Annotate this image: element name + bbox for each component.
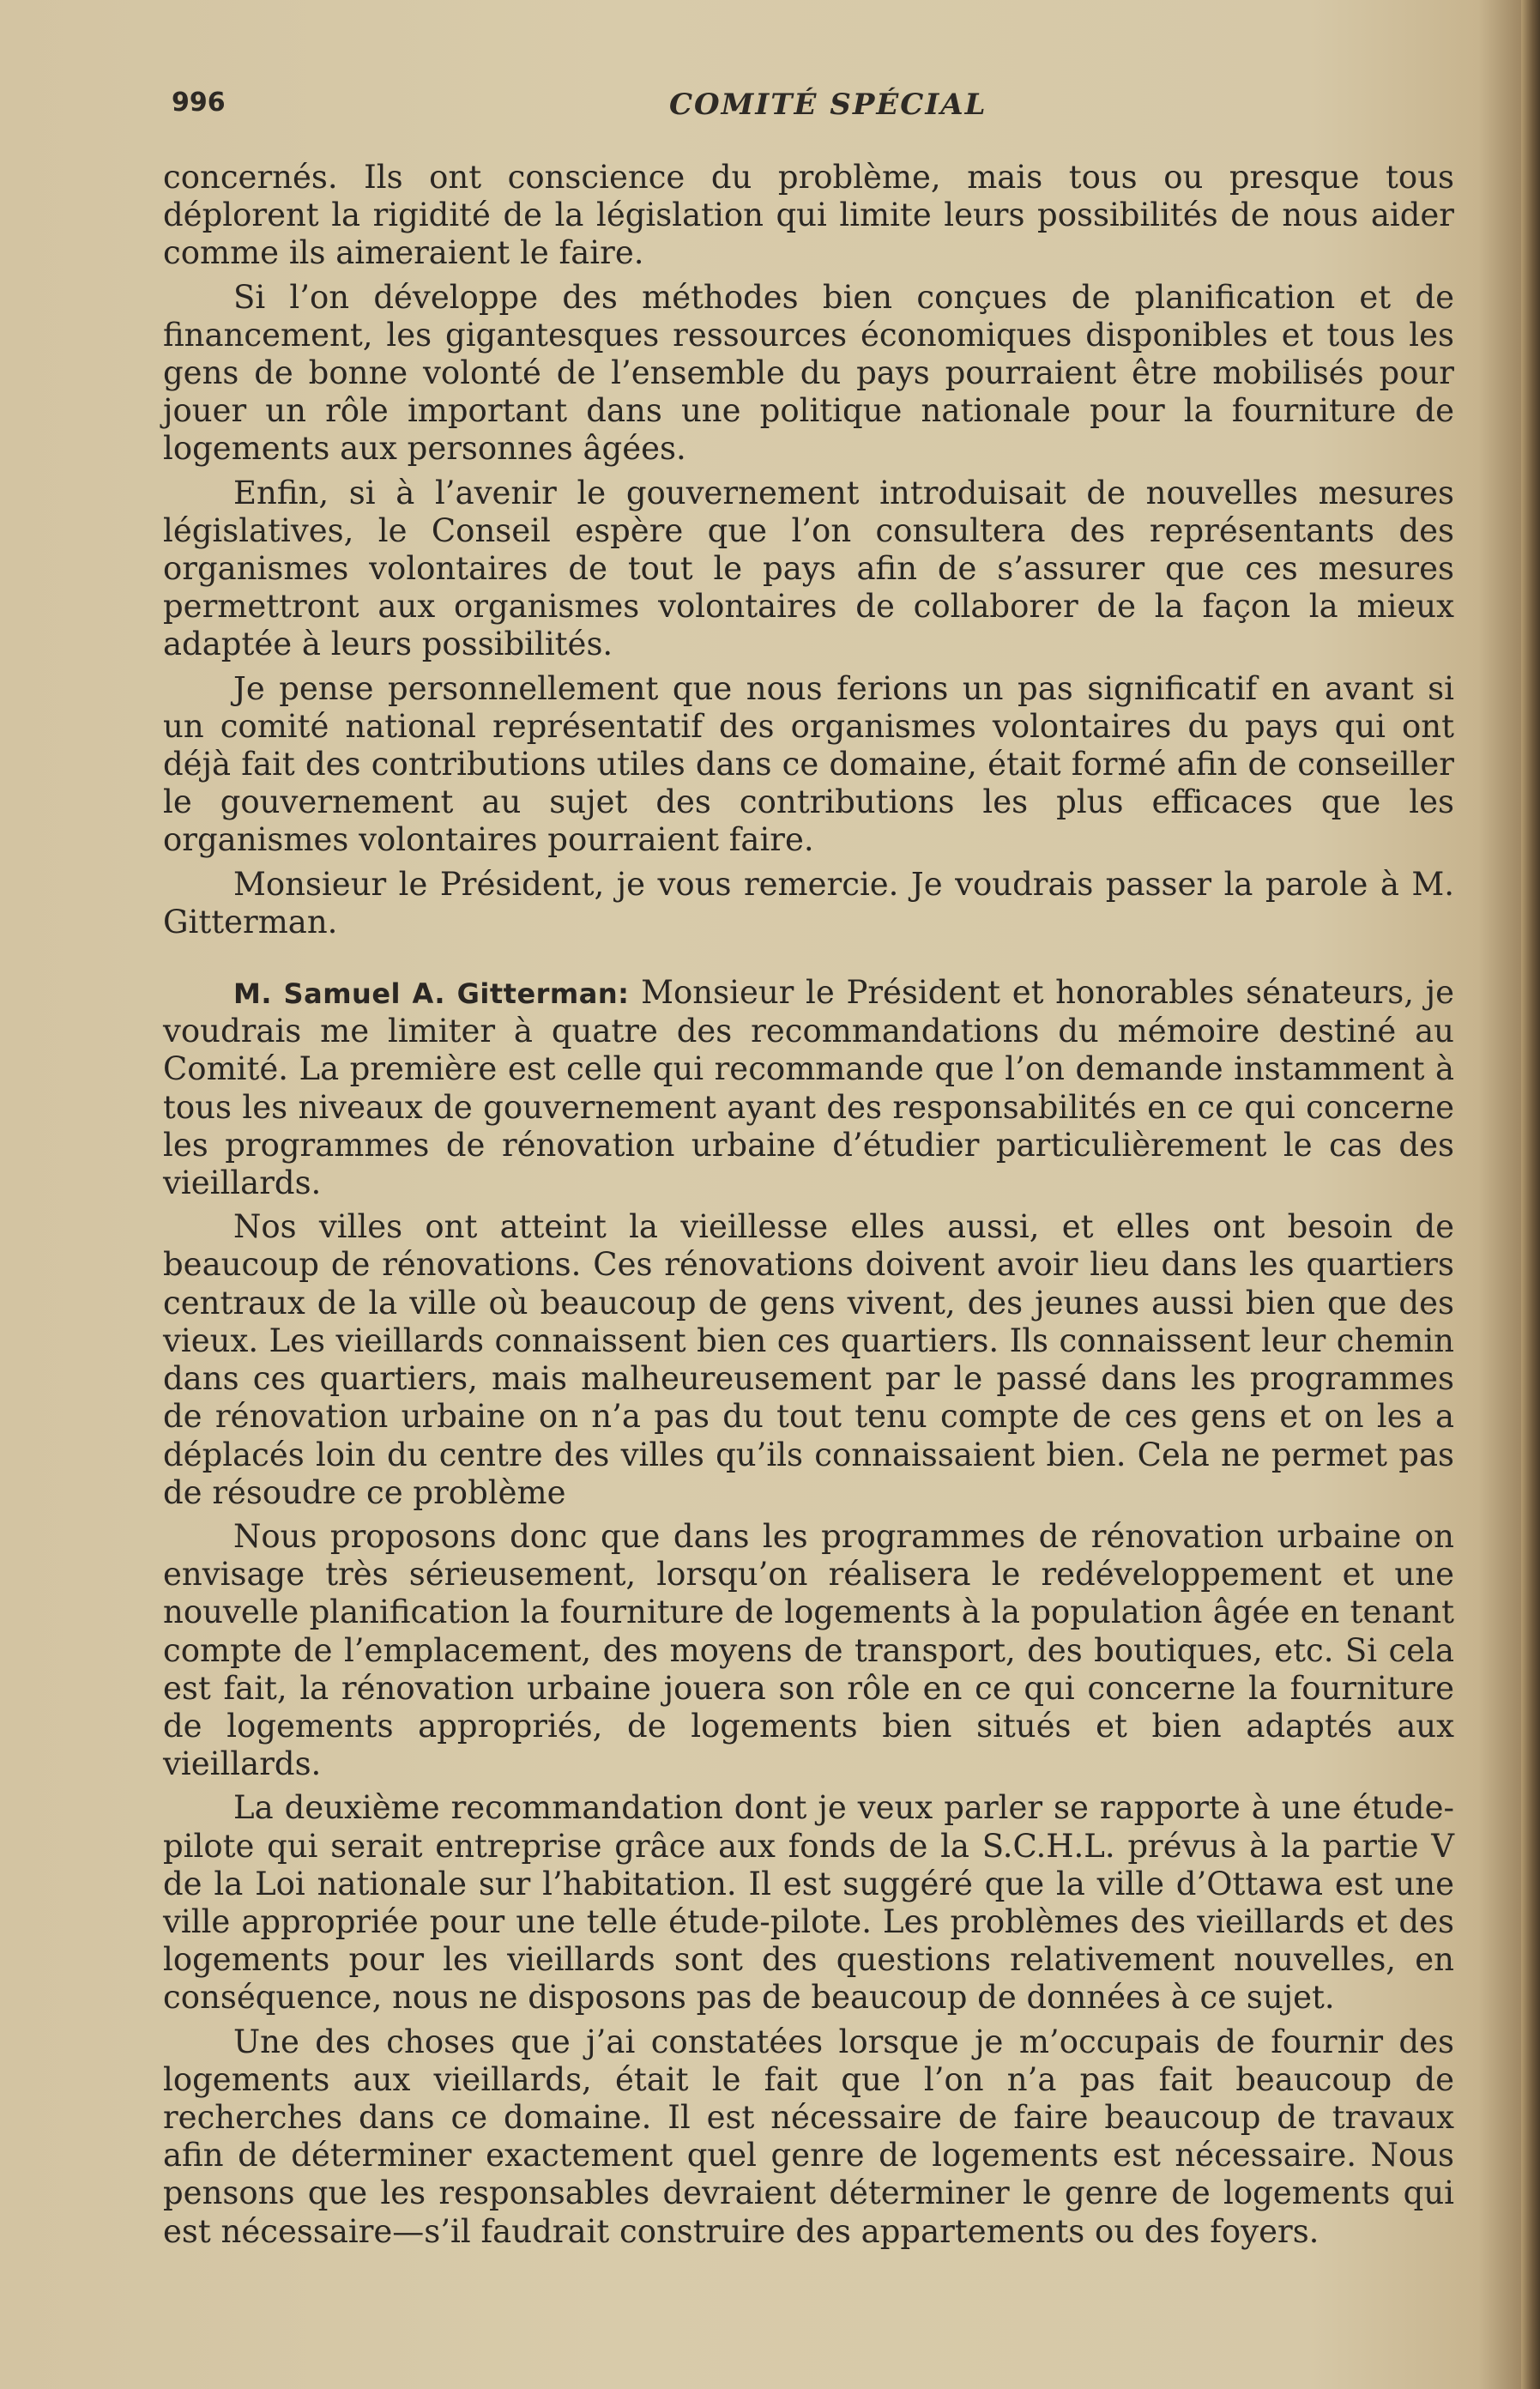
paragraph: Je pense personnellement que nous ferions un pas significatif en avant si un comité national représentatif des organismes volontaires du pays qui ont déjà fait des contributions utiles dans ce domaine, était formé afin de conseiller le gouvernement au sujet des contributions les plus efficaces que les organismes volontaires pourraient faire. [163, 669, 1454, 859]
page-header [172, 82, 1458, 134]
paragraph: Une des choses que j’ai constatées lorsque je m’occupais de fournir des logements aux vieillards, était le fait que l’on n’a pas fait beaucoup de recherches dans ce domaine. Il est nécessaire de faire beaucoup de travaux afin de déterminer exactement quel genre de logements est nécessaire. Nous pensons que les responsables devraient déterminer le genre de logements qui est nécessaire—s’il faudrait construire des appartements ou des foyers. [163, 2023, 1454, 2250]
body-text [163, 159, 1454, 2257]
paragraph: Nous proposons donc que dans les programmes de rénovation urbaine on envisage très sérieusement, lorsqu’on réalisera le redéveloppement et une nouvelle planification la fourniture de logements à la population âgée en tenant compte de l’emplacement, des moyens de transport, des boutiques, etc. Si cela est fait, la rénovation urbaine jouera son rôle en ce qui concerne la fourniture de logements appropriés, de logements bien situés et bien adaptés aux vieillards. [163, 1517, 1454, 1783]
page-edge-shadow [1521, 0, 1540, 2389]
paragraph: La deuxième recommandation dont je veux parler se rapporte à une étude-pilote qui serait entreprise grâce aux fonds de la S.C.H.L. prévus à la partie V de la Loi nationale sur l’habitation. Il est suggéré que la ville d’Ottawa est une ville appropriée pour une telle étude-pilote. Les problèmes des vieillards et des logements pour les vieillards sont des questions relativement nouvelles, en conséquence, nous ne disposons pas de beaucoup de données à ce sujet. [163, 1789, 1454, 2017]
paragraph: Monsieur le Président, je vous remercie. Je voudrais passer la parole à M. Gitterman. [163, 865, 1454, 940]
speech-paragraph [163, 974, 1454, 1202]
paragraph: concernés. Ils ont conscience du problème, mais tous ou presque tous déplorent la rigidité de la législation qui limite leurs possibilités de nous aider comme ils aimeraient le faire. [163, 159, 1454, 272]
page-number: 996 [172, 88, 226, 118]
paragraph: Si l’on développe des méthodes bien conçues de planification et de financement, les gigantesques ressources économiques disponibles et tous les gens de bonne volonté de l’ensemble du pays pourraient être mobilisés pour jouer un rôle important dans une politique nationale pour la fourniture de logements aux personnes âgées. [163, 278, 1454, 468]
paragraph: Nos villes ont atteint la vieillesse elles aussi, et elles ont besoin de beaucoup de rénovations. Ces rénovations doivent avoir lieu dans les quartiers centraux de la ville où beaucoup de gens vivent, des jeunes aussi bien que des vieux. Les vieillards connaissent bien ces quartiers. Ils connaissent leur chemin dans ces quartiers, mais malheureusement par le passé dans les programmes de rénovation urbaine on n’a pas du tout tenu compte de ces gens et on les a déplacés loin du centre des villes qu’ils connaissaient bien. Cela ne permet pas de résoudre ce problème [163, 1208, 1454, 1511]
speech-text: Monsieur le Président et honorables sénateurs, je voudrais me limiter à quatre des recommandations du mémoire destiné au Comité. La première est celle qui recommande que l’on demande instamment à tous les niveaux de gouvernement ayant des responsabilités en ce qui concerne les programmes de rénovation urbaine d’étudier particulièrement le cas des vieillards. [163, 974, 1455, 1202]
running-head: COMITÉ SPÉCIAL [669, 88, 987, 122]
speaker-name: M. Samuel A. Gitterman: [233, 977, 630, 1011]
paragraph: Enfin, si à l’avenir le gouvernement introduisait de nouvelles mesures législatives, le Conseil espère que l’on consultera des représentants des organismes volontaires de tout le pays afin de s’assurer que ces mesures permettront aux organismes volontaires de collaborer de la façon la mieux adaptée à leurs possibilités. [163, 474, 1454, 663]
